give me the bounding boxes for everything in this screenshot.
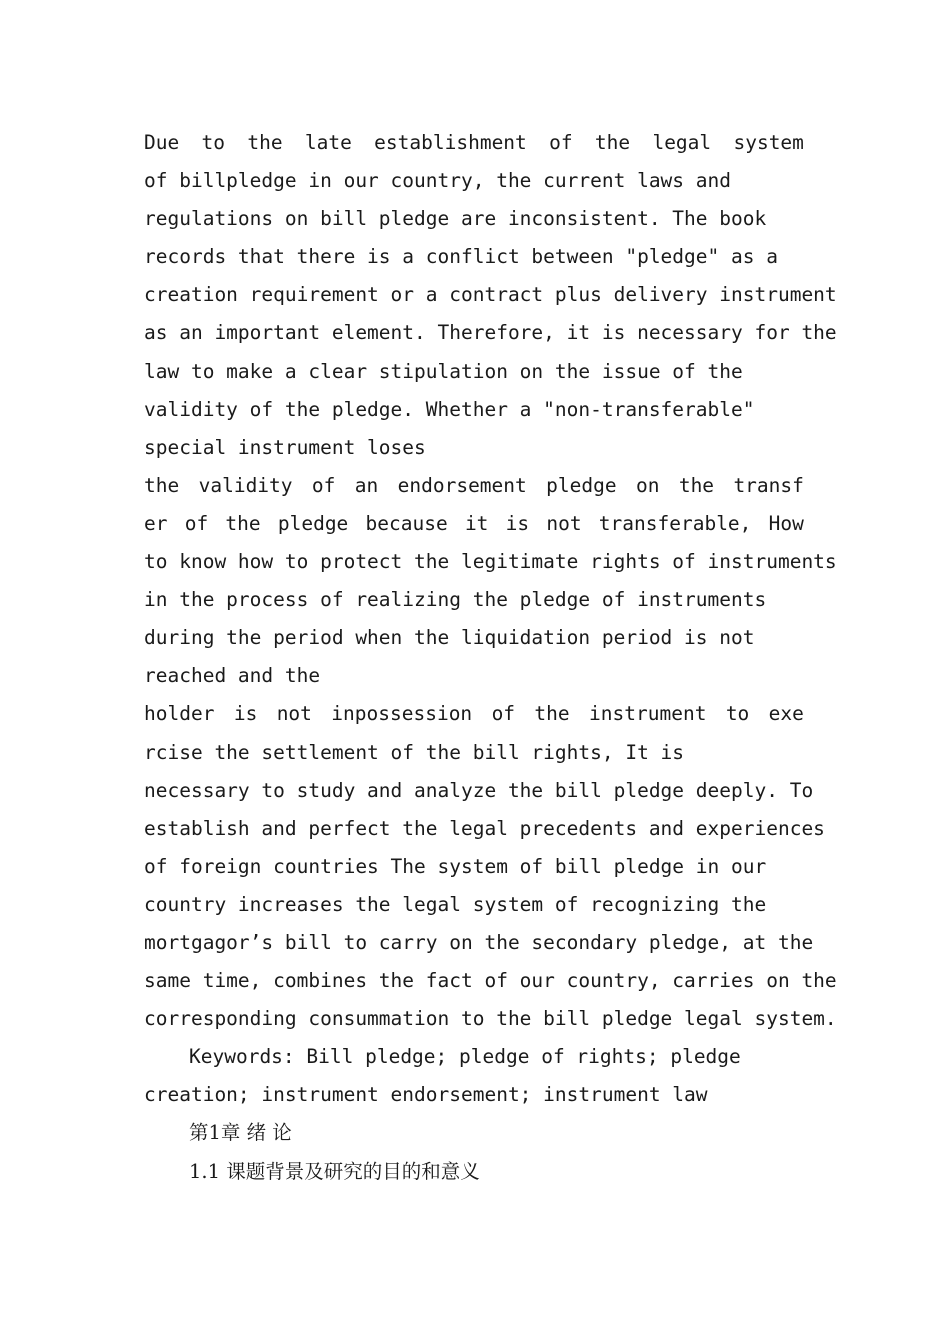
abstract-paragraph (144, 124, 837, 1038)
abstract-word: it (464, 511, 489, 535)
abstract-line: during the period when the liquidation period is not (144, 626, 755, 650)
abstract-word: transferable, (598, 511, 752, 535)
abstract-word: to (725, 702, 750, 726)
abstract-line: special instrument loses (144, 435, 426, 459)
abstract-word: the (534, 702, 570, 726)
abstract-line: to know how to protect the legitimate rights of instruments (144, 550, 837, 574)
abstract-line: establish and perfect the legal precedents and experiences (144, 816, 825, 840)
abstract-line: corresponding consummation to the bill pledge legal system. (144, 1007, 837, 1031)
keywords-line: Keywords: Bill pledge; pledge of rights; pledge (189, 1045, 741, 1069)
abstract-word: system (733, 131, 804, 154)
abstract-word: instrument (589, 702, 707, 726)
abstract-word: validity (198, 473, 293, 497)
abstract-word: legal (652, 131, 712, 154)
abstract-word: establishment (374, 131, 527, 154)
abstract-line: law to make a clear stipulation on the issue of the (144, 359, 743, 383)
abstract-word: endorsement (397, 473, 527, 497)
abstract-word: pledge (546, 473, 617, 497)
abstract-word: the (594, 131, 631, 154)
abstract-word: of (184, 511, 209, 535)
abstract-line: of billpledge in our country, the current laws and (144, 169, 731, 193)
abstract-word: the (225, 511, 261, 535)
abstract-line: reached and the (144, 664, 321, 688)
abstract-word: not (546, 511, 582, 535)
abstract-word: late (304, 131, 352, 154)
abstract-line: records that there is a conflict between "pledge" as a (144, 245, 778, 269)
abstract-word: the (144, 473, 180, 497)
abstract-line (144, 124, 804, 162)
abstract-word: the (247, 131, 283, 154)
abstract-line: validity of the pledge. Whether a "non-transferable" (144, 397, 755, 421)
abstract-line (144, 467, 804, 505)
abstract-line (144, 695, 804, 733)
abstract-line: as an important element. Therefore, it is necessary for the (144, 321, 837, 345)
abstract-line: of foreign countries The system of bill pledge in our (144, 854, 767, 878)
abstract-word: on (635, 473, 660, 497)
abstract-word: is (505, 511, 530, 535)
abstract-line (144, 505, 804, 543)
abstract-word: How (768, 511, 804, 535)
document-body (144, 124, 837, 1191)
abstract-word: transf (733, 473, 804, 497)
abstract-line: regulations on bill pledge are inconsistent. The book (144, 207, 767, 231)
abstract-word: of (491, 702, 516, 726)
abstract-word: an (354, 473, 379, 497)
abstract-word: exe (768, 702, 804, 726)
abstract-word: the (678, 473, 715, 497)
abstract-line: mortgagor’s bill to carry on the secondary pledge, at the (144, 930, 814, 954)
abstract-word: to (201, 131, 226, 154)
abstract-line: same time, combines the fact of our country, carries on the (144, 969, 837, 993)
abstract-word: not (276, 702, 312, 726)
abstract-line: country increases the legal system of recognizing the (144, 892, 767, 916)
abstract-word: holder (144, 702, 215, 726)
abstract-line: creation requirement or a contract plus delivery instrument (144, 283, 837, 307)
chapter-heading: 第1章 绪 论 (189, 1121, 292, 1145)
section-heading: 1.1 课题背景及研究的目的和意义 (189, 1159, 480, 1183)
abstract-word: Due (144, 131, 180, 154)
abstract-line: in the process of realizing the pledge of instruments (144, 588, 767, 612)
abstract-word: of (311, 473, 336, 497)
abstract-word: of (549, 131, 573, 154)
abstract-word: pledge (277, 511, 349, 535)
abstract-word: er (144, 511, 168, 535)
abstract-line: necessary to study and analyze the bill pledge deeply. To (144, 778, 814, 802)
keywords-line-continued: creation; instrument endorsement; instrument law (144, 1083, 708, 1107)
abstract-word: because (365, 511, 448, 535)
abstract-word: is (233, 702, 258, 726)
abstract-line: rcise the settlement of the bill rights, It is (144, 740, 685, 764)
abstract-word: inpossession (331, 702, 473, 726)
